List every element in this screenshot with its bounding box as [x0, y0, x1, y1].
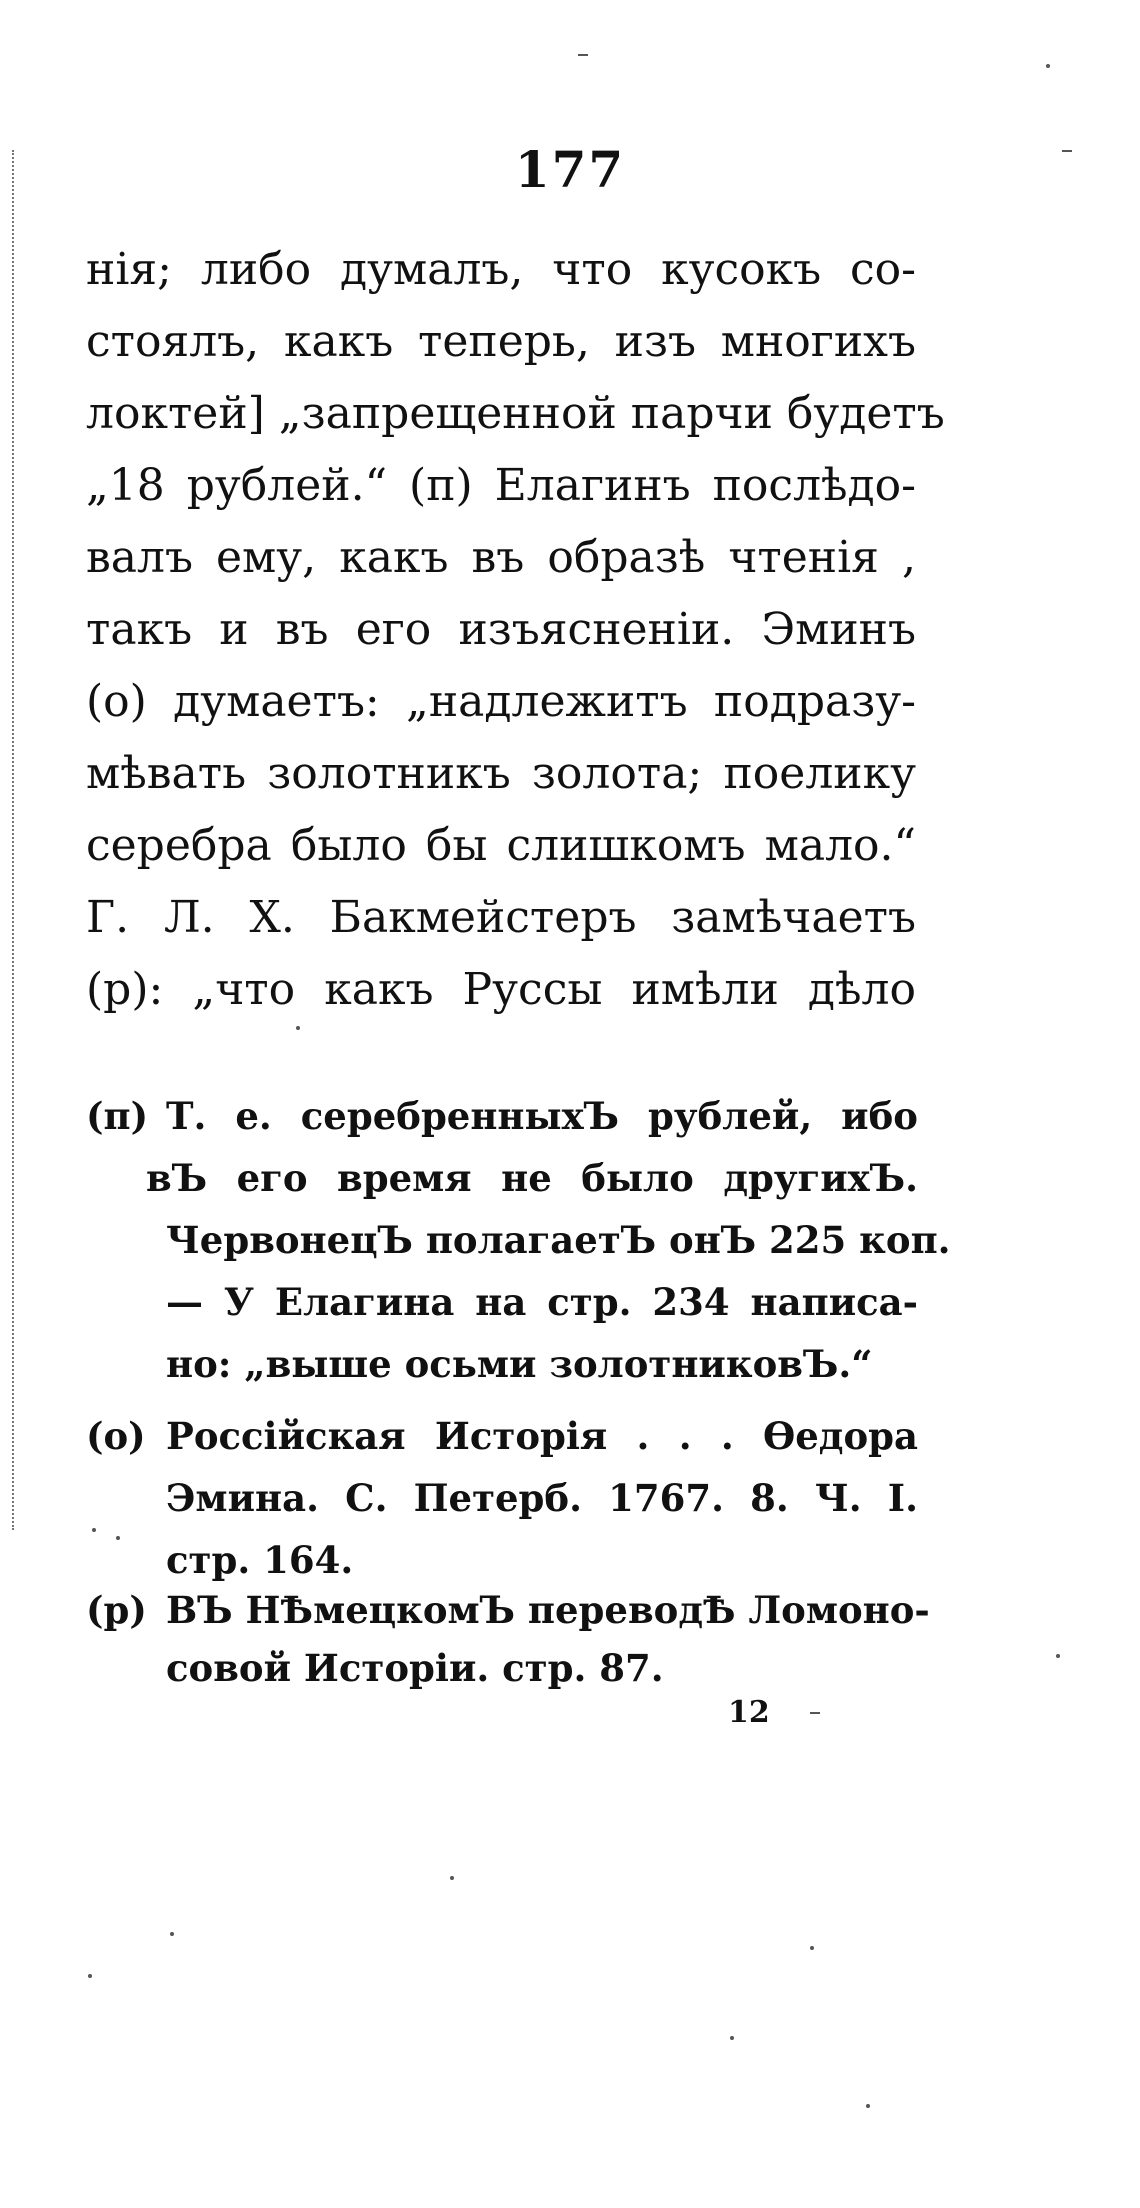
scan-speck — [1056, 1654, 1060, 1658]
footnote-line: совой Исторіи. стр. 87. — [166, 1646, 664, 1690]
scan-speck — [92, 1528, 96, 1532]
text-line: локтей] „запрещенной парчи будетъ — [86, 388, 945, 439]
text-line: (о) думаетъ: „надлежитъ подразу- — [86, 676, 916, 727]
footnote-marker: (р) — [86, 1588, 147, 1632]
footnote-marker: (п) — [86, 1094, 149, 1138]
text-line: такъ и въ его изъясненіи. Эминъ — [86, 604, 916, 655]
scan-speck — [1046, 64, 1050, 68]
footnote-line: вЪ его время не было другихЪ. — [146, 1156, 918, 1200]
scan-speck — [116, 1536, 120, 1540]
footnote-marker: (о) — [86, 1414, 146, 1458]
signature-mark: 12 — [728, 1695, 770, 1730]
scan-speck — [88, 1974, 92, 1978]
text-line: (р): „что какъ Руссы имѣли дѣло — [86, 964, 916, 1015]
footnote-line: ВЪ НѢмецкомЪ переводѢ Ломоно- — [166, 1588, 930, 1632]
text-line: серебра было бы слишкомъ мало.“ — [86, 820, 916, 871]
scan-speck — [810, 1946, 814, 1950]
scan-speck — [170, 1932, 174, 1936]
scan-speck — [1062, 150, 1072, 152]
text-line: Г. Л. Х. Бакмейстеръ замѣчаетъ — [86, 892, 916, 943]
scan-speck — [730, 2036, 734, 2040]
text-line: валъ ему, какъ въ образѣ чтенія , — [86, 532, 916, 583]
scan-speck — [810, 1712, 820, 1714]
scan-speck — [866, 2104, 870, 2108]
footnote-line: Т. е. серебренныхЪ рублей, ибо — [166, 1094, 918, 1138]
text-line: стоялъ, какъ теперь, изъ многихъ — [86, 316, 916, 367]
footnote-line: Россійская Исторія . . . Өедора — [166, 1414, 918, 1458]
footnote-line: но: „выше осьми золотниковЪ.“ — [166, 1342, 873, 1386]
footnote-line: Эмина. С. Петерб. 1767. 8. Ч. I. — [166, 1476, 918, 1520]
text-line: „18 рублей.“ (п) Елагинъ послѣдо- — [86, 460, 916, 511]
scan-speck — [450, 1876, 454, 1880]
footnote-line: — У Елагина на стр. 234 написа- — [166, 1280, 918, 1324]
margin-rule — [12, 150, 16, 1530]
page-number: 177 — [514, 140, 626, 199]
footnote-line: стр. 164. — [166, 1538, 354, 1582]
scan-speck — [296, 1026, 300, 1030]
text-line: мѣвать золотникъ золота; поелику — [86, 748, 916, 799]
footnote-line: ЧервонецЪ полагаетЪ онЪ 225 коп. — [166, 1218, 951, 1262]
scan-speck — [578, 54, 588, 56]
text-line: нія; либо думалъ, что кусокъ со- — [86, 244, 916, 295]
